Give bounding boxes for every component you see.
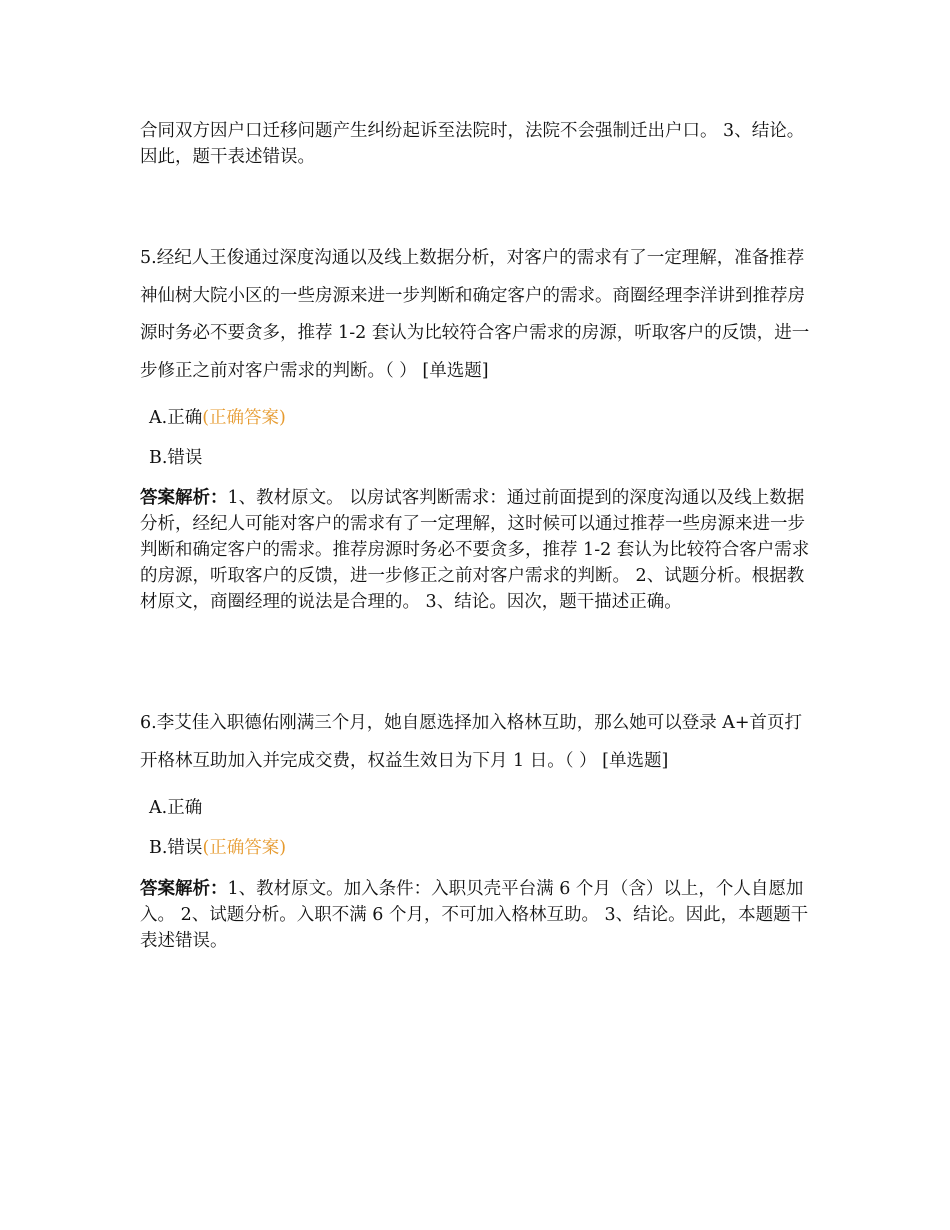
correct-answer-tag: (正确答案) <box>202 408 286 428</box>
analysis-label: 答案解析： <box>140 488 228 508</box>
question-6-text: 6.李艾佳入职德佑刚满三个月，她自愿选择加入格林互助，那么她可以登录 A+首页打开格林互助加入并完成交费，权益生效日为下月 1 日。（ ） [单选题] <box>140 713 803 771</box>
previous-question-continuation: 合同双方因户口迁移问题产生纠纷起诉至法院时，法院不会强制迁出户口。 3、结论。因此，题干表述错误。 <box>140 121 805 167</box>
question-5-option-a[interactable] <box>149 407 286 429</box>
option-label: B.错误 <box>149 838 203 858</box>
option-label: A.正确 <box>149 798 203 818</box>
option-label: B.错误 <box>149 448 203 468</box>
question-5-option-b[interactable] <box>149 447 202 469</box>
analysis-text: 1、教材原文。加入条件：入职贝壳平台满 6 个月（含）以上，个人自愿加入。 2、试题分析。入职不满 6 个月，不可加入格林互助。 3、结论。因此，本题题干表述错误。 <box>140 879 809 951</box>
question-6-option-a[interactable] <box>149 797 202 819</box>
question-5-analysis <box>140 485 812 615</box>
question-6-analysis <box>140 876 812 954</box>
analysis-text: 1、教材原文。 以房试客判断需求：通过前面提到的深度沟通以及线上数据分析，经纪人可能对客户的需求有了一定理解，这时候可以通过推荐一些房源来进一步判断和确定客户的需求。推荐房源时务必不要贪多，推荐 1-2 套认为比较符合客户需求的房源，听取客户的反馈，进一步修正之前对客户需求的判断。 2、试题分析。根据教材原文，商圈经理的说法是合理的。 3、结论。因次，题干描述正确。 <box>140 488 810 612</box>
correct-answer-tag: (正确答案) <box>202 838 287 858</box>
option-label: A.正确 <box>149 408 203 428</box>
question-6-option-b[interactable] <box>149 837 286 859</box>
question-5-text: 5.经纪人王俊通过深度沟通以及线上数据分析，对客户的需求有了一定理解，准备推荐神仙树大院小区的一些房源来进一步判断和确定客户的需求。商圈经理李洋讲到推荐房源时务必不要贪多，推荐 1-2 套认为比较符合客户需求的房源，听取客户的反馈，进一步修正之前对客户需求的判断。（ ） [单选题] <box>140 248 810 381</box>
analysis-label: 答案解析： <box>140 879 228 899</box>
